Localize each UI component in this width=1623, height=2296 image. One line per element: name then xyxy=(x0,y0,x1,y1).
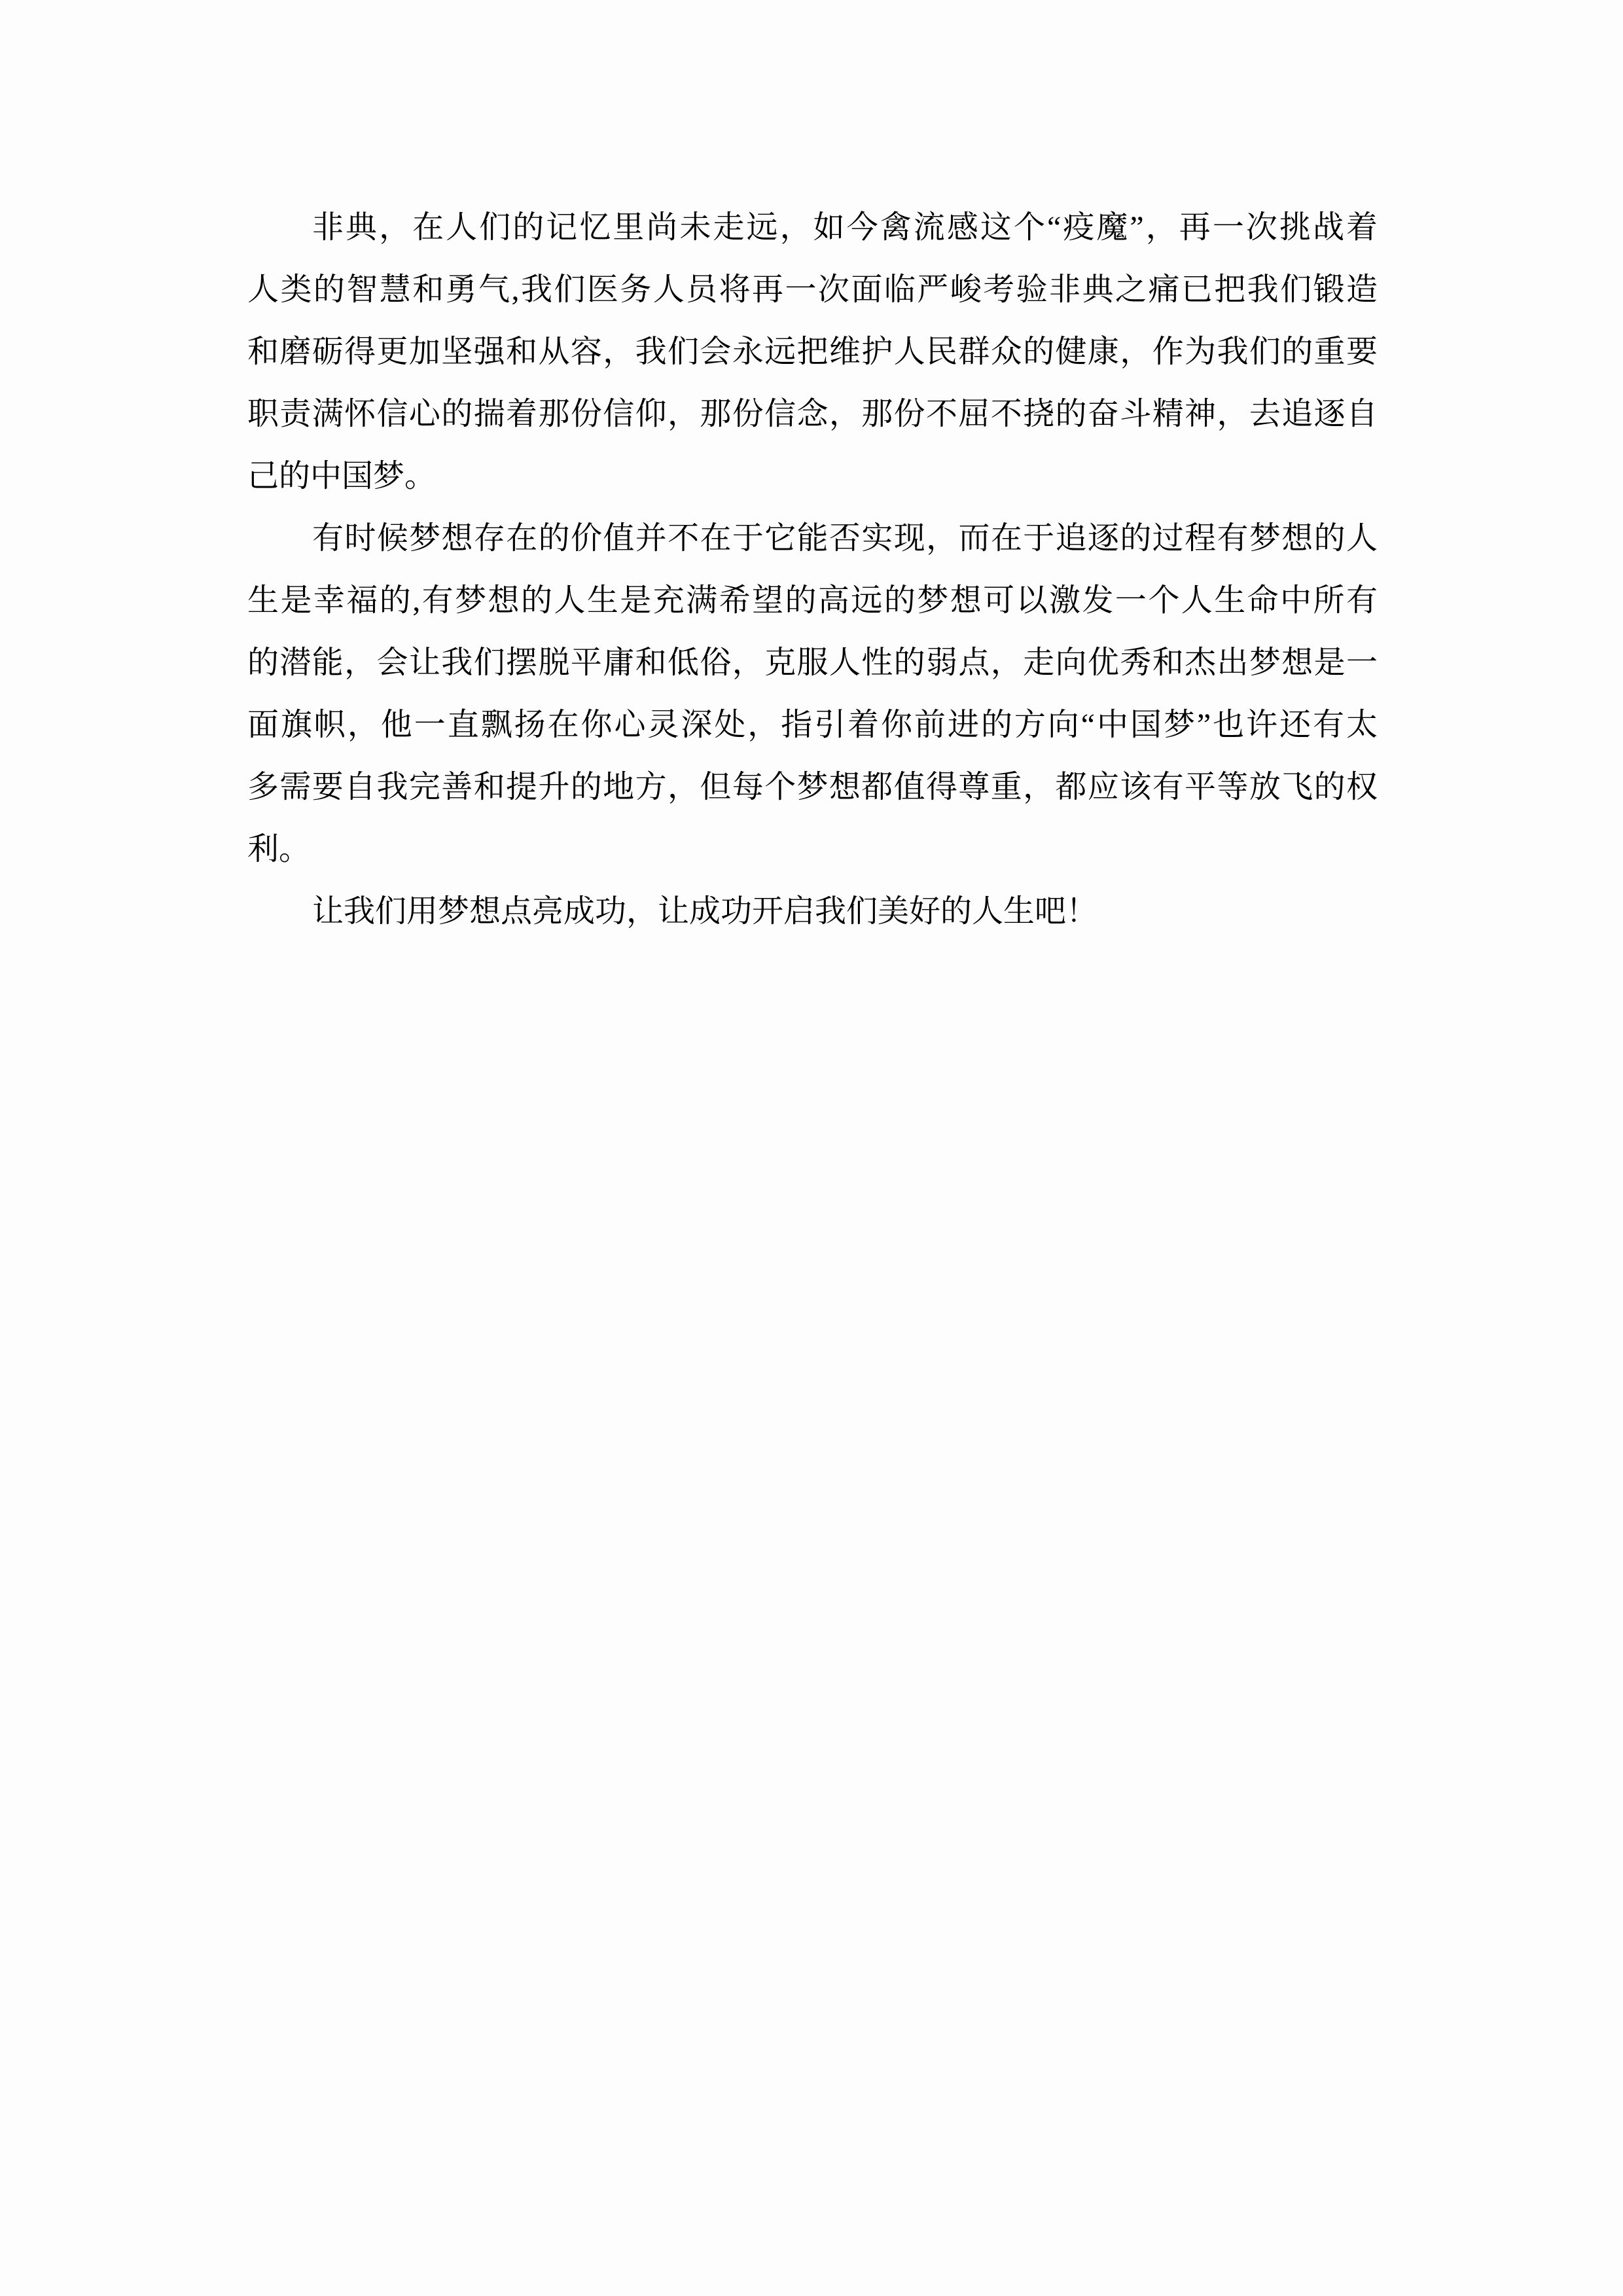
text-line: 的潜能，会让我们摆脱平庸和低俗，克服人性的弱点，走向优秀和杰出梦想是一 xyxy=(247,645,1378,680)
text-line: 面旗帜，他一直飘扬在你心灵深处，指引着你前进的方向“中国梦”也许还有太 xyxy=(247,708,1378,742)
text-line: 职责满怀信心的揣着那份信仰，那份信念，那份不屈不挠的奋斗精神，去追逐自 xyxy=(247,397,1378,431)
document-content xyxy=(247,196,1378,942)
text-line: 多需要自我完善和提升的地方，但每个梦想都值得尊重，都应该有平等放飞的权 xyxy=(247,770,1378,804)
paragraph xyxy=(247,880,1378,942)
text-line: 利。 xyxy=(247,832,311,867)
text-line: 有时候梦想存在的价值并不在于它能否实现，而在于追逐的过程有梦想的人 xyxy=(312,521,1378,556)
text-line: 让我们用梦想点亮成功，让成功开启我们美好的人生吧！ xyxy=(312,894,1098,929)
paragraph xyxy=(247,196,1378,507)
text-line: 己的中国梦。 xyxy=(247,459,437,493)
text-line: 生是幸福的,有梦想的人生是充满希望的高远的梦想可以激发一个人生命中所有 xyxy=(247,583,1378,618)
text-line: 人类的智慧和勇气,我们医务人员将再一次面临严峻考验非典之痛已把我们锻造 xyxy=(247,272,1378,307)
text-line: 非典，在人们的记忆里尚未走远，如今禽流感这个“疫魔”，再一次挑战着 xyxy=(312,210,1378,245)
text-line: 和磨砺得更加坚强和从容，我们会永远把维护人民群众的健康，作为我们的重要 xyxy=(247,334,1378,369)
paragraph xyxy=(247,507,1378,880)
